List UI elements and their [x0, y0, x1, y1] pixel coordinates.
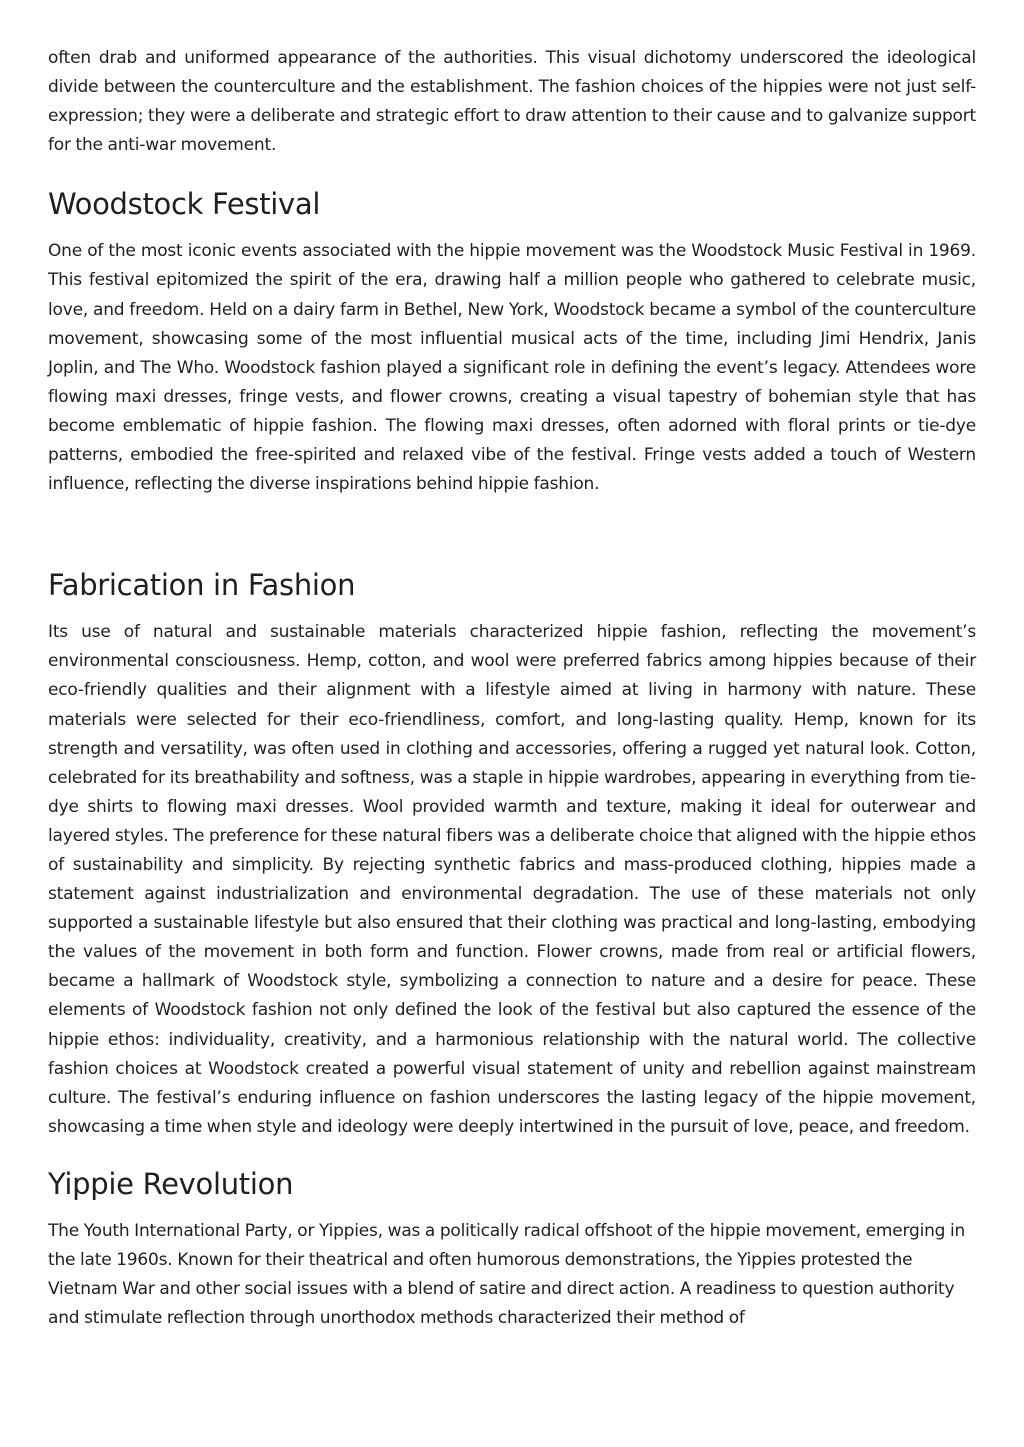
paragraph-yippie-revolution: The Youth International Party, or Yippies, was a politically radical offshoot of the hippie movement, emerging in the late 1960s. Known for their theatrical and often humorous demonstrations, the Yippies protested the Vietnam War and other social issues with a blend of satire and direct action. A readiness to question authority and stimulate reflection through unorthodox methods characterized their method of: [48, 1220, 966, 1329]
intro-paragraph: often drab and uniformed appearance of the authorities. This visual dichotomy underscored the ideological divide between the counterculture and the establishment. The fashion choices of the hippies were not just self-expression; they were a deliberate and strategic effort to draw attention to their cause and to galvanize support for the anti-war movement.: [48, 48, 976, 156]
document-page: [48, 44, 976, 1333]
heading-yippie-revolution: Yippie Revolution: [48, 1166, 294, 1201]
heading-fabrication-in-fashion: Fabrication in Fashion: [48, 568, 356, 603]
paragraph-fabrication-in-fashion: Its use of natural and sustainable materials characterized hippie fashion, reflecting the movement’s environmental consciousness. Hemp, cotton, and wool were preferred fabrics among hippies because of their eco-friendly qualities and their alignment with a lifestyle aimed at living in harmony with nature. These materials were selected for their eco-friendliness, comfort, and long-lasting quality. Hemp, known for its strength and versatility, was often used in clothing and accessories, offering a rugged yet natural look. Cotton, celebrated for its breathability and softness, was a staple in hippie wardrobes, appearing in everything from tie-dye shirts to flowing maxi dresses. Wool provided warmth and texture, making it ideal for outerwear and layered styles. The preference for these natural fibers was a deliberate choice that aligned with the hippie ethos of sustainability and simplicity. By rejecting synthetic fabrics and mass-produced clothing, hippies made a statement against industrialization and environmental degradation. The use of these materials not only supported a sustainable lifestyle but also ensured that their clothing was practical and long-lasting, embodying the values of the movement in both form and function. Flower crowns, made from real or artificial flowers, became a hallmark of Woodstock style, symbolizing a connection to nature and a desire for peace. These elements of Woodstock fashion not only defined the look of the festival but also captured the essence of the hippie ethos: individuality, creativity, and a harmonious relationship with the natural world. The collective fashion choices at Woodstock created a powerful visual statement of unity and rebellion against mainstream culture. The festival’s enduring influence on fashion underscores the lasting legacy of the hippie movement, showcasing a time when style and ideology were deeply intertwined in the pursuit of love, peace, and freedom.: [48, 622, 976, 1137]
paragraph-woodstock-festival: One of the most iconic events associated with the hippie movement was the Woodstock Music Festival in 1969. This festival epitomized the spirit of the era, drawing half a million people who gathered to celebrate music, love, and freedom. Held on a dairy farm in Bethel, New York, Woodstock became a symbol of the counterculture movement, showcasing some of the most influential musical acts of the time, including Jimi Hendrix, Janis Joplin, and The Who. Woodstock fashion played a significant role in defining the event’s legacy. Attendees wore flowing maxi dresses, fringe vests, and flower crowns, creating a visual tapestry of bohemian style that has become emblematic of hippie fashion. The flowing maxi dresses, often adorned with floral prints or tie-dye patterns, embodied the free-spirited and relaxed vibe of the festival. Fringe vests added a touch of Western influence, reflecting the diverse inspirations behind hippie fashion.: [48, 241, 976, 495]
heading-woodstock-festival: Woodstock Festival: [48, 187, 321, 222]
